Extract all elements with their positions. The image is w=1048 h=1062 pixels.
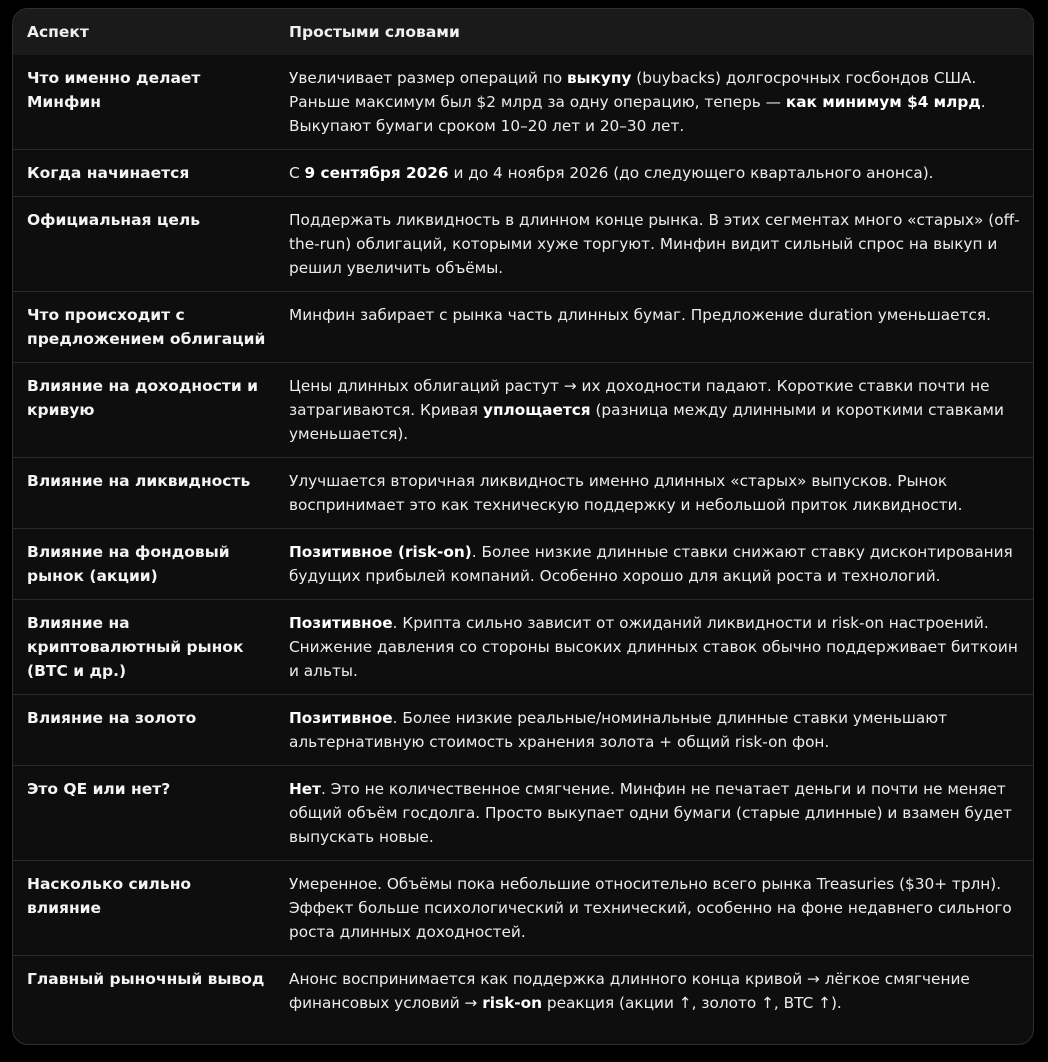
description-cell (275, 55, 1033, 150)
description-cell (275, 150, 1033, 197)
aspect-cell: Влияние на доходности и кривую (13, 363, 275, 458)
text-run: реакция (акции ↑, золото ↑, BTC ↑). (542, 994, 842, 1012)
text-run: . Выкупают бумаги сроком 10–20 лет и 20–30 лет. (289, 93, 986, 135)
description-cell (275, 292, 1033, 363)
table-row (13, 150, 1033, 197)
table-row (13, 600, 1033, 695)
aspect-cell: Влияние на криптовалютный рынок (BTC и др.) (13, 600, 275, 695)
header-aspect: Аспект (27, 23, 89, 41)
aspect-cell: Главный рыночный вывод (27, 970, 265, 988)
table-body (13, 55, 1033, 1026)
emphasis-text: выкупу (567, 69, 632, 87)
table-row (13, 458, 1033, 529)
description-cell (275, 956, 1033, 1027)
table-row (13, 363, 1033, 458)
emphasis-text: как минимум $4 млрд (785, 93, 981, 111)
emphasis-text: 9 сентября 2026 (304, 164, 449, 182)
text-run: и до 4 ноября 2026 (до следующего квартального анонса). (448, 164, 934, 182)
description-cell (275, 458, 1033, 529)
table-row (13, 861, 1033, 956)
description-cell (275, 600, 1033, 695)
aspect-cell: Когда начинается (13, 150, 275, 197)
table-row (13, 292, 1033, 363)
description-cell (275, 695, 1033, 766)
table-header (13, 9, 1033, 55)
text-run: Поддержать ликвидность в длинном конце рынка. В этих сегментах много «старых» (off-the-run) облигаций, которыми хуже торгуют. Минфин видит сильный спрос на выкуп и решил увеличить объёмы. (289, 211, 1020, 277)
emphasis-text: risk-on (482, 994, 543, 1012)
table-row (13, 197, 1033, 292)
emphasis-text: Позитивное (289, 709, 393, 727)
aspect-cell: Влияние на фондовый рынок (акции) (13, 529, 275, 600)
aspect-cell: Это QE или нет? (13, 766, 275, 861)
header-plain-words: Простыми словами (289, 23, 460, 41)
text-run: Увеличивает размер операций по (289, 69, 567, 87)
emphasis-text: уплощается (482, 401, 591, 419)
text-run: . Это не количественное смягчение. Минфин не печатает деньги и почти не меняет общий объём госдолга. Просто выкупает одни бумаги (старые длинные) и взамен будет выпускать новые. (289, 780, 1012, 846)
table-row (13, 956, 1033, 1027)
aspect-cell: Влияние на золото (13, 695, 275, 766)
aspect-cell: Влияние на ликвидность (13, 458, 275, 529)
text-run: Минфин забирает с рынка часть длинных бумаг. Предложение duration уменьшается. (289, 306, 991, 324)
aspect-cell: Что именно делает Минфин (13, 55, 275, 150)
text-run: (buybacks) долгосрочных госбондов США. Раньше максимум был $2 млрд за одну операцию, теперь — (289, 69, 977, 111)
table-row (13, 529, 1033, 600)
description-cell (275, 766, 1033, 861)
text-run: Анонс воспринимается как поддержка длинного конца кривой → лёгкое смягчение финансовых условий → (289, 970, 970, 1012)
emphasis-text: Позитивное (289, 614, 393, 632)
text-run: Умеренное. Объёмы пока небольшие относительно всего рынка Treasuries ($30+ трлн). Эффект больше психологический и технический, особенно на фоне недавнего сильного роста длинных доходностей. (289, 875, 1012, 941)
text-run: . Более низкие длинные ставки снижают ставку дисконтирования будущих прибылей компаний. Особенно хорошо для акций роста и технологий. (289, 543, 1013, 585)
table-row (13, 766, 1033, 861)
aspect-cell: Официальная цель (13, 197, 275, 292)
comparison-table (12, 8, 1034, 1045)
emphasis-text: Нет (289, 780, 322, 798)
aspect-cell: Что происходит с предложением облигаций (13, 292, 275, 363)
text-run: . Крипта сильно зависит от ожиданий ликвидности и risk-on настроений. Снижение давления со стороны высоких длинных ставок обычно поддерживает биткоин и альты. (289, 614, 1018, 680)
text-run: . Более низкие реальные/номинальные длинные ставки уменьшают альтернативную стоимость хранения золота + общий risk-on фон. (289, 709, 948, 751)
table-row (13, 695, 1033, 766)
text-run: (разница между длинными и короткими ставками уменьшается). (289, 401, 1004, 443)
emphasis-text: Позитивное (risk-on) (289, 543, 472, 561)
description-cell (275, 197, 1033, 292)
text-run: С (289, 164, 305, 182)
description-cell (275, 861, 1033, 956)
text-run: Цены длинных облигаций растут → их доходности падают. Короткие ставки почти не затрагиваются. Кривая (289, 377, 990, 419)
aspect-cell: Насколько сильно влияние (13, 861, 275, 956)
description-cell (275, 363, 1033, 458)
description-cell (275, 529, 1033, 600)
table (13, 9, 1033, 1026)
table-row (13, 55, 1033, 150)
text-run: Улучшается вторичная ликвидность именно длинных «старых» выпусков. Рынок воспринимает это как техническую поддержку и небольшой приток ликвидности. (289, 472, 963, 514)
header-row (13, 9, 1033, 55)
